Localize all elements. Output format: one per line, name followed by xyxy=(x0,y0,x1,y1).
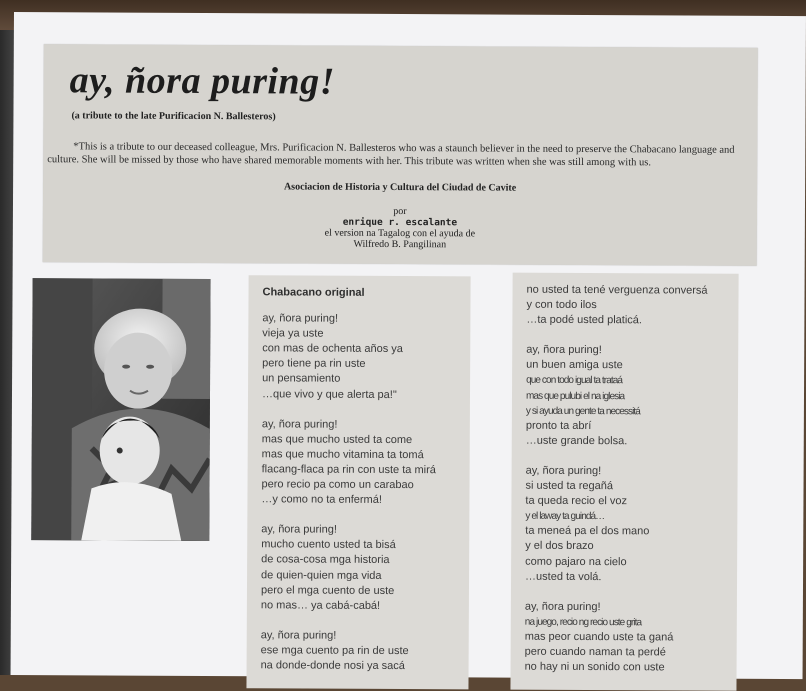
poem-line: na juego, recio ng recio uste grita xyxy=(524,616,642,629)
author-name: enrique r. escalante xyxy=(342,216,458,229)
poem-line: y con todo ilos xyxy=(526,298,597,312)
article-title: ay, ñora puring! xyxy=(69,59,336,103)
column-title: Chabacano original xyxy=(262,286,365,299)
newspaper-header-clipping xyxy=(43,44,758,266)
poem-line: flacang-flaca pa rin con uste ta mirá xyxy=(261,463,436,477)
poem-line: pero tiene pa rin uste xyxy=(262,357,366,371)
poem-line: como pajaro na cielo xyxy=(525,555,627,568)
stanza xyxy=(526,283,731,329)
poem-line: mas que pulubi el na iglesia xyxy=(525,390,625,402)
poem-line: …usted ta volá. xyxy=(525,570,602,583)
poem-line: que con todo igual ta trataá xyxy=(526,375,623,387)
byline xyxy=(43,204,757,252)
article-subtitle: (a tribute to the late Purificacion N. Ballesteros) xyxy=(71,110,276,123)
poem-line: ese mga cuento pa rin de uste xyxy=(260,644,409,657)
stanza xyxy=(261,417,466,509)
poem-line: ay, ñora puring! xyxy=(261,417,338,431)
photo-elder-and-child xyxy=(31,278,210,541)
association-name: Asociacion de Historia y Cultura del Ciudad de Cavite xyxy=(283,181,517,194)
poem-line: no hay ni un sonido con uste xyxy=(524,660,665,674)
poem-line: ay, ñora puring! xyxy=(262,312,339,325)
poem-line: y el dos brazo xyxy=(525,540,594,553)
stanza xyxy=(525,464,731,586)
stanza xyxy=(526,343,732,450)
poem-line: y el laway ta guindá… xyxy=(525,510,605,523)
poem-line: de quien-quien mga vida xyxy=(261,568,382,582)
version-note: el version na Tagalog con el ayuda de xyxy=(324,227,476,240)
poem-line: ay, ñora puring! xyxy=(261,523,337,536)
stanza xyxy=(262,311,467,403)
poem-line: …uste grande bolsa. xyxy=(525,434,628,448)
poem-line: mas que mucho vitamina ta tomá xyxy=(261,448,424,461)
poem-line: ay, ñora puring! xyxy=(524,600,601,613)
stanza xyxy=(261,628,466,674)
byline-por: por xyxy=(393,205,407,218)
stanza xyxy=(261,523,466,615)
stanza xyxy=(525,599,730,676)
poem-line: mas que mucho usted ta come xyxy=(261,433,413,446)
poem-column-right xyxy=(510,273,738,691)
poem-line: mas peor cuando uste ta ganá xyxy=(524,630,674,644)
poem-line: un pensamiento xyxy=(262,372,341,386)
poem-line: vieja ya uste xyxy=(262,327,324,340)
poem-line: pronto ta abrí xyxy=(525,419,592,432)
poem-line: …y como no ta enfermá! xyxy=(261,493,382,507)
poem-line: pero el mga cuento de uste xyxy=(260,583,395,597)
poem-line: ay, ñora puring! xyxy=(526,343,602,357)
poem-line: si usted ta regañá xyxy=(525,479,614,493)
poem-line: ay, ñora puring! xyxy=(525,464,602,478)
poem-line: …que vivo y que alerta pa!" xyxy=(261,387,397,401)
poem-line: ta queda recio el voz xyxy=(525,494,627,508)
poem-line: no usted ta tené verguenza conversá xyxy=(526,283,708,297)
poem-line: no mas… ya cabá-cabá! xyxy=(260,598,381,612)
poem-column-left xyxy=(246,275,470,689)
poem-line: na donde-donde nosi ya sacá xyxy=(260,659,405,673)
poem-line: ay, ñora puring! xyxy=(260,629,337,642)
poem-line: un buen amiga uste xyxy=(526,359,623,372)
poem-line: ta meneá pa el dos mano xyxy=(525,524,650,538)
poem-line: y si ayuda un gente ta necessitá xyxy=(525,405,641,417)
poem-line: de cosa-cosa mga historia xyxy=(261,553,390,567)
intro-paragraph: *This is a tribute to our deceased colleague, Mrs. Purificacion N. Ballesteros who was a staunch believer in the need to preserve the Chabacano language and culture. She will be missed by those who have shared memorable moments with her. This tribute was written when she was still among with us. xyxy=(47,141,735,169)
poem-line: …ta podé usted platicá. xyxy=(526,313,643,327)
poem-line: pero recio pa como un carabao xyxy=(261,478,414,492)
translator-name: Wilfredo B. Pangilinan xyxy=(353,238,447,251)
poem-line: con mas de ochenta años ya xyxy=(262,342,403,356)
poem-line: pero cuando naman ta perdé xyxy=(524,645,666,659)
paper-sheet xyxy=(11,12,806,679)
poem-line: mucho cuento usted ta bisá xyxy=(261,538,396,552)
photo-image xyxy=(31,278,210,541)
